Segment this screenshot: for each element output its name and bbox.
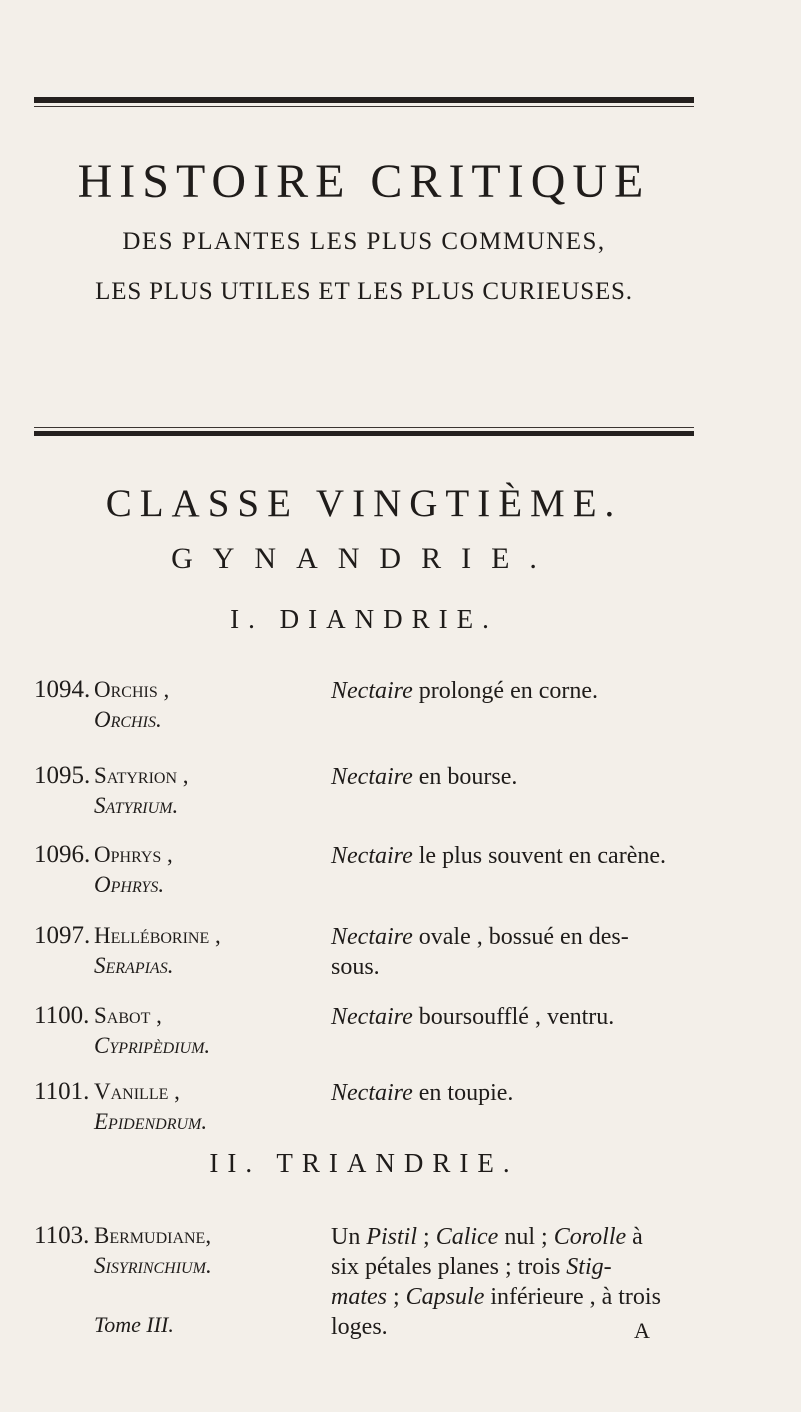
desc-text: en bourse. — [412, 764, 518, 790]
desc-text: le plus souvent en carène. — [412, 843, 666, 869]
french-name: Sabot , — [94, 1003, 162, 1028]
entry-1103-desc — [331, 1222, 671, 1342]
desc-text: ovale , bossué en des- sous. — [331, 924, 629, 980]
latin-name: Cypripèdium. — [94, 1033, 211, 1058]
section-heading-triandrie: II. TRIANDRIE. — [209, 1148, 519, 1178]
latin-name: Satyrium. — [94, 793, 179, 818]
desc-text: ; — [417, 1224, 436, 1250]
french-name: Orchis , — [94, 677, 170, 702]
subtitle-line-2: LES PLUS UTILES ET LES PLUS CURIEUSES. — [95, 278, 633, 305]
entry-number: 1097. — [34, 922, 91, 949]
desc-text: à six pétales planes ; trois — [331, 1224, 643, 1280]
desc-term: Nectaire — [331, 678, 413, 704]
french-name: Helléborine , — [94, 923, 221, 948]
tome-label: Tome III. — [94, 1312, 174, 1337]
page-title: HISTOIRE CRITIQUE — [77, 155, 651, 208]
desc-text: Un — [331, 1224, 367, 1250]
entry-number: 1095. — [34, 762, 91, 789]
desc-text: prolongé en corne. — [412, 678, 599, 704]
entry-number: 1094. — [34, 676, 91, 703]
entry-1096-desc — [331, 841, 761, 871]
desc-term: Capsule — [405, 1284, 485, 1310]
division-heading: GYNANDRIE. — [171, 542, 557, 575]
latin-name: Orchis. — [94, 707, 162, 732]
desc-term: Pistil — [366, 1224, 418, 1250]
desc-text: ; — [387, 1284, 406, 1310]
latin-name: Sisyrinchium. — [94, 1253, 212, 1278]
desc-text: boursoufflé , ventru. — [412, 1004, 615, 1030]
entry-1095-desc — [331, 762, 701, 792]
entry-1101-latin — [94, 1108, 294, 1136]
entry-1100-desc — [331, 1002, 751, 1032]
french-name: Satyrion , — [94, 763, 189, 788]
middle-rule-thin — [34, 427, 694, 428]
latin-name: Epidendrum. — [94, 1109, 208, 1134]
desc-term: Calice — [435, 1224, 499, 1250]
entry-1101-desc — [331, 1078, 701, 1108]
desc-term: Nectaire — [331, 924, 413, 950]
section-heading-diandrie: I. DIANDRIE. — [230, 604, 498, 634]
entry-number: 1103. — [34, 1222, 90, 1249]
middle-rule — [34, 431, 694, 436]
signature-mark: A — [634, 1318, 650, 1343]
latin-name: Ophrys. — [94, 872, 165, 897]
class-heading: CLASSE VINGTIÈME. — [105, 482, 623, 525]
top-rule — [34, 97, 694, 103]
desc-term: Nectaire — [331, 1004, 413, 1030]
french-name: Ophrys , — [94, 842, 173, 867]
top-rule-thin — [34, 106, 694, 107]
entry-number: 1096. — [34, 841, 91, 868]
french-name: Bermudiane, — [94, 1223, 212, 1248]
desc-term: Nectaire — [331, 843, 413, 869]
entry-number: 1100. — [34, 1002, 90, 1029]
desc-text: en toupie. — [412, 1080, 514, 1106]
desc-term: Stig- mates — [331, 1254, 612, 1310]
desc-term: Corolle — [553, 1224, 627, 1250]
desc-text: inférieure , à trois loges. — [331, 1284, 661, 1340]
desc-term: Nectaire — [331, 764, 413, 790]
subtitle-line-1: DES PLANTES LES PLUS COMMUNES, — [122, 228, 606, 255]
entry-1094-desc — [331, 676, 701, 706]
entry-1097-desc — [331, 922, 661, 982]
french-name: Vanille , — [94, 1079, 180, 1104]
entry-number: 1101. — [34, 1078, 90, 1105]
desc-term: Nectaire — [331, 1080, 413, 1106]
latin-name: Serapias. — [94, 953, 174, 978]
desc-text: nul ; — [498, 1224, 554, 1250]
